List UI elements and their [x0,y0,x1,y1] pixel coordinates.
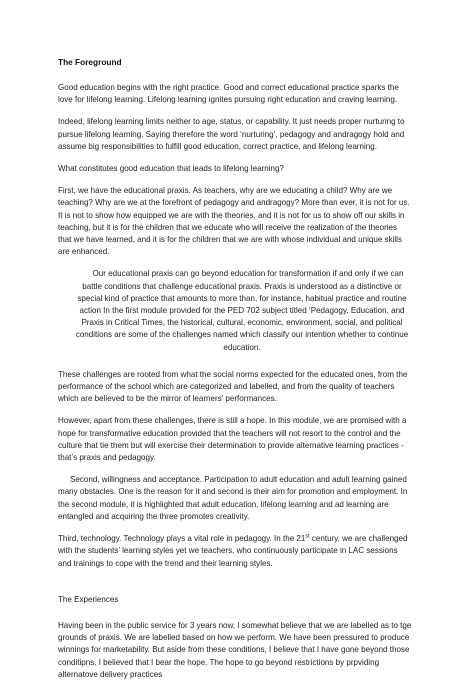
paragraph-educational-praxis: First, we have the educational praxis. As teachers, why are we educating a child? Why are we teaching? Why are we at the forefront of pedagogy and andragogy? More than ever, it is not for us. It is not to show how equipped we are with the theories, and it is not for us to show off our skills in teaching, but it is for the children that we educate who will receive the realization of the theories that we have learned, and it is for the children that we are with whose individual and unique skills are enhanced. [58,186,410,257]
technology-text-before: Third, technology. Technology plays a vital role in pedagogy. In the 21 [58,534,306,544]
paragraph-challenges: These challenges are rooted from what the social norms expected for the educated ones, from the performance of the school which are categorized and labelled, and from the quality of teachers which are believed to be the mirror of learners’ performances. [58,369,408,404]
paragraph-good-education: Good education begins with the right practice. Good and correct educational practice sparks the love for lifelong learning. Lifelong learning ignites pursuing right education and craving learning. [58,83,399,105]
paragraph-lifelong-learning: Indeed, lifelong learning limits neither to age, status, or capability. It just needs proper nurturing to pursue lifelong learning. Saying therefore the word ‘nurturing’, pedagogy and andragogy hold and assume big responsibilities to fulfill good education, correct practice, and lifelong learning. [58,117,405,151]
paragraph-question: What constitutes good education that leads to lifelong learning? [58,164,284,174]
paragraph-experiences: Having been in the public service for 3 years now, I somewhat believe that we are labelled as to tge grounds of praxis. We are labelled based on how we perform. We have been pressured to produce winnings for marketability. But aside from these conditions, I believe that I have gone beyond those conditipns. I believed that I bear the hope. The hope to go beyond restrictions by prpviding alternatove delivery practices [58,620,412,679]
section-heading-experiences: The Experiences [58,594,119,604]
section-heading-foreground: The Foreground [58,57,122,67]
paragraph-praxis-quote: Our educational praxis can go beyond education for transformation if and only if we can battle conditions that challenge educational praxis. Praxis is understood as a distinctive or special kind of practice that amounts to more than, for instance, habitual practice and routine action In the first module provided for the PED 702 subject titled ‘Pedagogy, Education, and Praxis in Critical Times, the historical, cultural, economic, environment, social, and political conditions are some of the challenges named which classify our intention whether to continue education. [75,269,409,352]
paragraph-hope: However, apart from these challenges, there is still a hope. In this module, we are promised with a hope for transformative education provided that the teachers will not resort to the control and the culture that tie them but will exercise their determination to provide alternative learning practices -that’s praxis and pedagogy. [58,416,407,463]
technology-text-after: century, we are challenged with the students’ learning styles yet we teachers, who continuously participate in LAC sessions and trainings to cope with the trend and their learning styles. [58,534,408,568]
century-superscript: st [305,533,310,540]
paragraph-technology [58,533,412,570]
paragraph-willingness: Second, willingness and acceptance. Participation to adult education and adult learning gained many obstacles. One is the reason for it and second is their aim for promotion and employment. In the second module, it is highlighted that adult education, lifelong learning and ad learning are entangled and acquiring the three promotes creativity. [58,475,408,521]
